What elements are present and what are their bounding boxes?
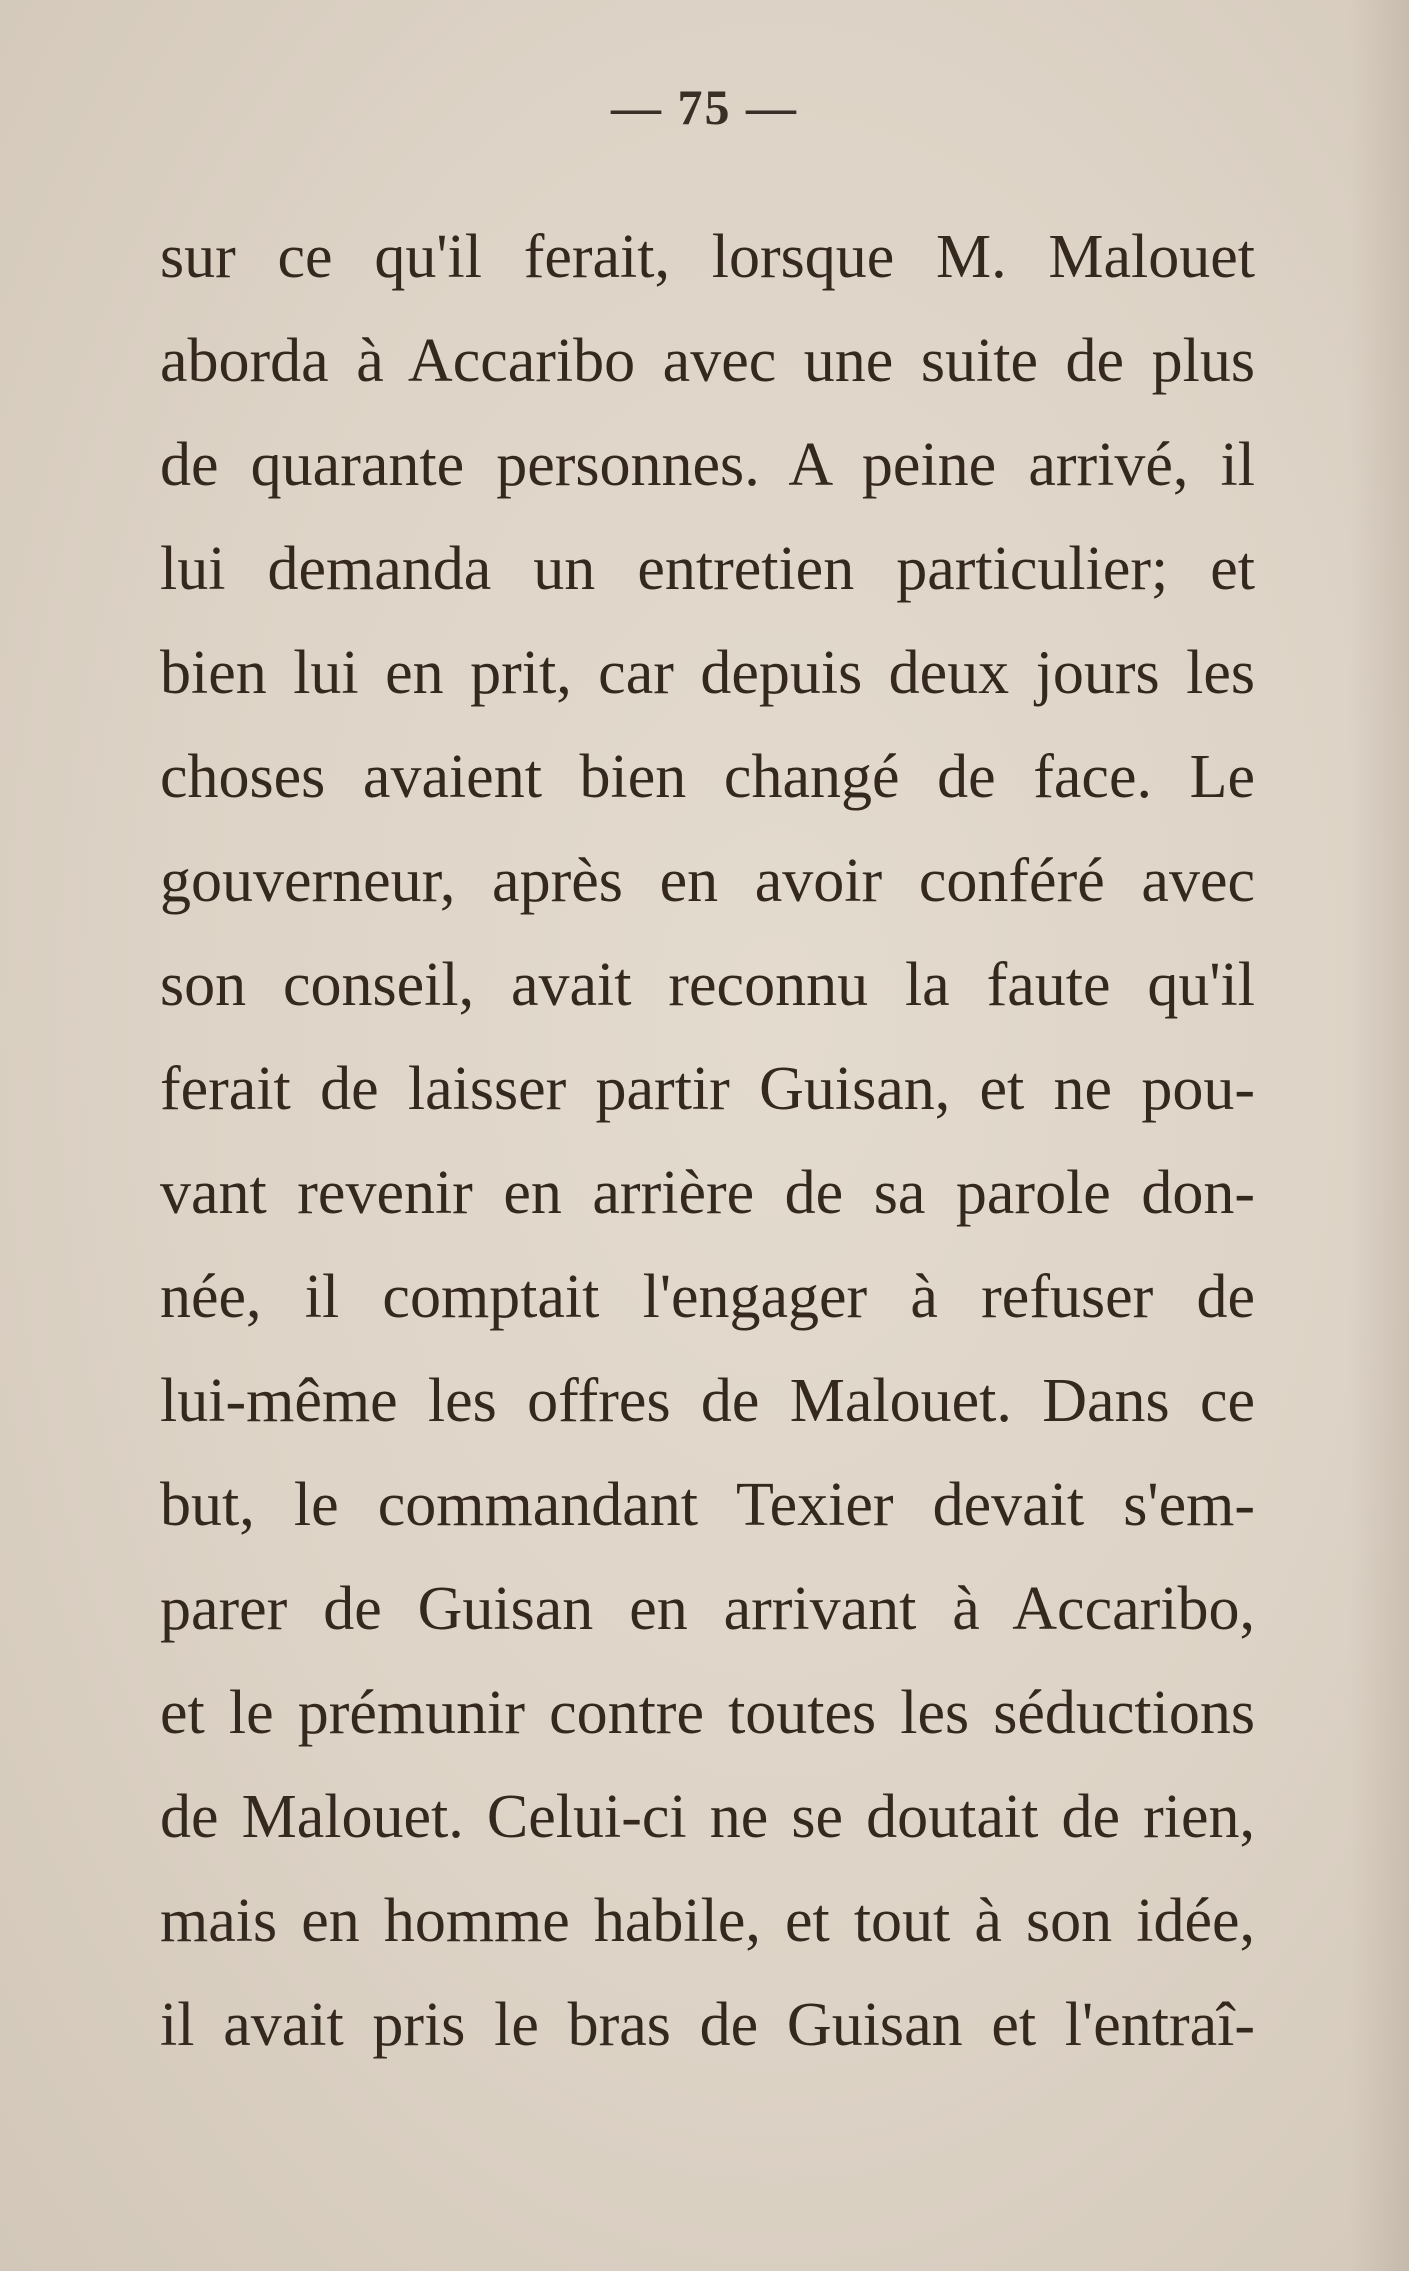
- text-line: vant revenir en arrière de sa parole don-: [160, 1159, 1255, 1227]
- text-line: de Malouet. Celui-ci ne se doutait de rien,: [160, 1783, 1255, 1851]
- body-text: [160, 205, 1255, 2077]
- text-line: aborda à Accaribo avec une suite de plus: [160, 327, 1255, 395]
- text-line: de quarante personnes. A peine arrivé, il: [160, 431, 1255, 499]
- text-line: née, il comptait l'engager à refuser de: [160, 1263, 1255, 1331]
- text-line: gouverneur, après en avoir conféré avec: [160, 847, 1255, 915]
- text-line: but, le commandant Texier devait s'em-: [160, 1471, 1255, 1539]
- text-line: il avait pris le bras de Guisan et l'entraî-: [160, 1991, 1255, 2059]
- page-number: — 75 —: [611, 79, 798, 135]
- text-line: et le prémunir contre toutes les séductions: [160, 1679, 1255, 1747]
- text-line: lui-même les offres de Malouet. Dans ce: [160, 1367, 1255, 1435]
- text-line: mais en homme habile, et tout à son idée,: [160, 1887, 1255, 1955]
- text-line: parer de Guisan en arrivant à Accaribo,: [160, 1575, 1255, 1643]
- text-line: lui demanda un entretien particulier; et: [160, 535, 1255, 603]
- page-edge-shadow: [1349, 0, 1409, 2271]
- text-line: sur ce qu'il ferait, lorsque M. Malouet: [160, 223, 1255, 291]
- text-line: bien lui en prit, car depuis deux jours les: [160, 639, 1255, 707]
- text-line: choses avaient bien changé de face. Le: [160, 743, 1255, 811]
- text-line: son conseil, avait reconnu la faute qu'il: [160, 951, 1255, 1019]
- text-line: ferait de laisser partir Guisan, et ne pou-: [160, 1055, 1255, 1123]
